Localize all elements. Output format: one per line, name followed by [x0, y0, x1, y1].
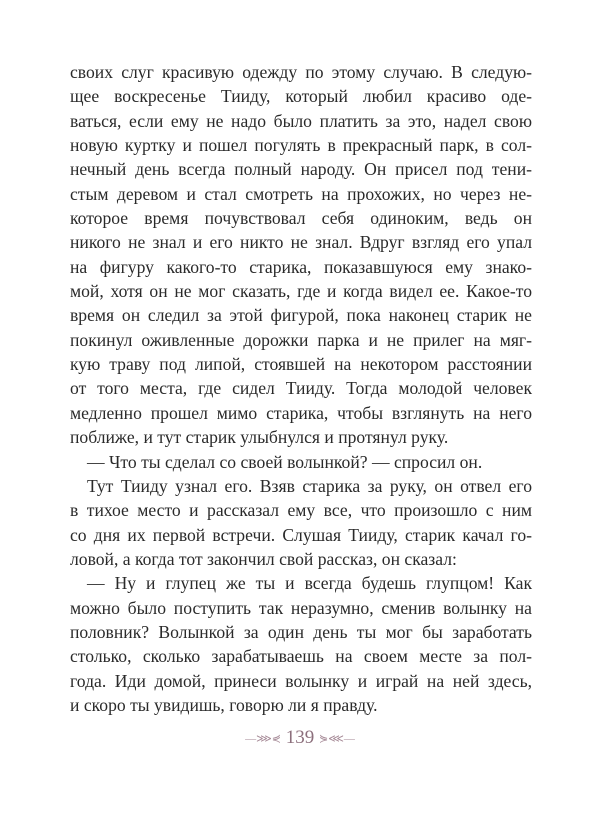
text-line: стым деревом и стал смотреть на прохожих, но через не- [70, 183, 532, 204]
text-line: в тихое место и рассказал ему все, что произошло с ним [70, 500, 532, 521]
text-line: Тут Тииду узнал его. Взяв старика за руку, он отвел его [87, 475, 532, 496]
text-line: мой, хотя он не мог сказать, где и когда видел ее. Какое-то [70, 281, 532, 302]
text-line: нечный день всегда полный народу. Он присел под тени- [70, 159, 532, 180]
text-line: ловой, а когда тот закончил свой рассказ, он сказал: [70, 548, 457, 569]
text-line: можно было поступить так неразумно, сменив волынку на [70, 597, 532, 618]
text-line: кую траву под липой, стоявшей на некотором расстоянии [70, 354, 532, 375]
text-line: новую куртку и пошел погулять в прекрасный парк, в сол- [70, 135, 532, 156]
text-line: покинул оживленные дорожки парка и не прилег на мяг- [70, 329, 532, 350]
text-line: половник? Волынкой за один день ты мог бы заработать [70, 621, 532, 642]
text-line: своих слуг красивую одежду по этому случаю. В следую- [70, 62, 532, 82]
text-line: время он следил за этой фигурой, пока наконец старик не [70, 305, 532, 326]
right-ornament-icon: ⋟⋘— [319, 733, 355, 746]
left-ornament-icon: —⋙⋞ [245, 733, 281, 746]
text-line: столько, сколько зарабатываешь на своем месте за пол- [70, 646, 532, 667]
text-line: которое время почувствовал себя одиноким, ведь он [70, 208, 532, 229]
text-line: от того места, где сидел Тииду. Тогда молодой человек [70, 378, 532, 399]
text-line: — Ну и глупец же ты и всегда будешь глупцом! Как [87, 573, 532, 594]
text-line: со дня их первой встречи. Слушая Тииду, старик качал го- [70, 524, 532, 545]
text-line: щее воскресенье Тииду, который любил красиво оде- [70, 86, 532, 107]
text-line: года. Иди домой, принеси волынку и играй на ней здесь, [70, 670, 532, 691]
page-number-footer [0, 727, 600, 749]
text-line: никого не знал и его никто не знал. Вдруг взгляд его упал [70, 232, 532, 253]
text-line: и скоро ты увидишь, говорю ли я правду. [70, 694, 378, 715]
text-line: на фигуру какого-то старика, показавшуюся ему знако- [70, 256, 532, 277]
page-number: 139 [285, 727, 315, 748]
body-text [70, 60, 532, 717]
text-line: — Что ты сделал со своей волынкой? — спросил он. [87, 451, 483, 472]
text-line: поближе, и тут старик улыбнулся и протянул руку. [70, 427, 449, 448]
text-line: медленно прошел мимо старика, чтобы взглянуть на него [70, 402, 532, 423]
text-line: ваться, если ему не надо было платить за это, надел свою [70, 110, 532, 131]
